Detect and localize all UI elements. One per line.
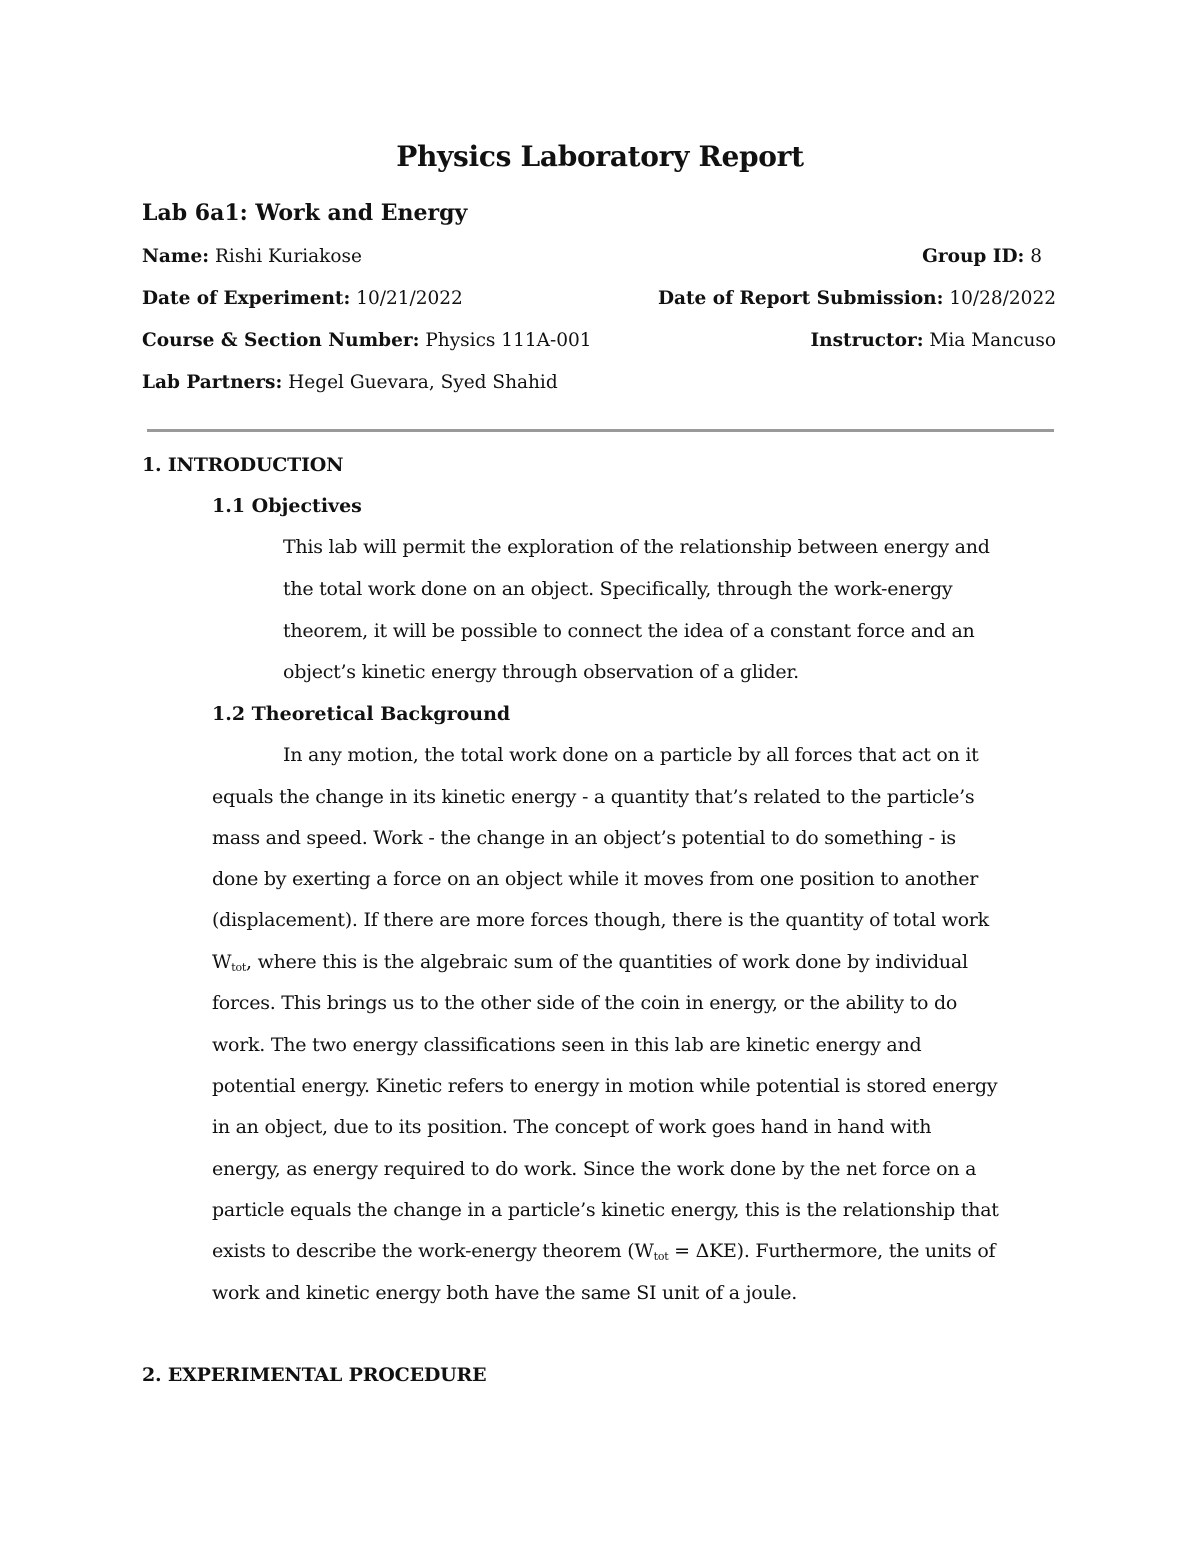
partners-field — [142, 372, 558, 393]
partners-row — [142, 372, 1056, 393]
name-value: Rishi Kuriakose — [214, 246, 362, 267]
course-instructor-row — [142, 330, 1056, 351]
date-submission-label: Date of Report Submission: — [657, 288, 944, 309]
background-line: (displacement). If there are more forces though, there is the quantity of total work — [212, 909, 989, 931]
group-value: 8 — [1030, 246, 1042, 267]
instructor-label: Instructor: — [810, 330, 924, 351]
course-label: Course & Section Number: — [142, 330, 420, 351]
background-line: done by exerting a force on an object while it moves from one position to another — [212, 868, 979, 890]
course-value: Physics 111A-001 — [425, 330, 592, 351]
name-label: Name: — [142, 246, 210, 267]
instructor-value: Mia Mancuso — [929, 330, 1056, 351]
section-procedure-heading: 2. EXPERIMENTAL PROCEDURE — [142, 1364, 487, 1386]
name-field — [142, 246, 362, 267]
report-title: Physics Laboratory Report — [396, 140, 804, 173]
group-field — [922, 246, 1042, 267]
background-line-wtot — [212, 951, 968, 974]
theorem-text-post: = ΔKE). Furthermore, the units of — [668, 1240, 996, 1262]
dates-row — [142, 288, 1056, 309]
date-experiment-value: 10/21/2022 — [356, 288, 463, 309]
background-line: work and kinetic energy both have the same SI unit of a joule. — [212, 1282, 798, 1304]
instructor-field — [811, 330, 1056, 351]
background-line: In any motion, the total work done on a particle by all forces that act on it — [283, 744, 979, 766]
background-line: potential energy. Kinetic refers to energy in motion while potential is stored energy — [212, 1075, 998, 1097]
date-submission-field — [658, 288, 1056, 309]
wtot-symbol: W — [212, 951, 232, 973]
lab-title: Lab 6a1: Work and Energy — [142, 200, 468, 226]
background-line: work. The two energy classifications seen in this lab are kinetic energy and — [212, 1034, 922, 1056]
background-heading: 1.2 Theoretical Background — [212, 703, 511, 725]
section-introduction-heading: 1. INTRODUCTION — [142, 454, 344, 476]
name-group-row — [142, 246, 1056, 267]
background-line: mass and speed. Work - the change in an object’s potential to do something - is — [212, 827, 956, 849]
date-experiment-field — [142, 288, 463, 309]
objectives-line: theorem, it will be possible to connect the idea of a constant force and an — [283, 620, 975, 642]
objectives-line: object’s kinetic energy through observation of a glider. — [283, 661, 799, 683]
objectives-heading: 1.1 Objectives — [212, 495, 362, 517]
background-line: in an object, due to its position. The concept of work goes hand in hand with — [212, 1116, 932, 1138]
background-line: energy, as energy required to do work. Since the work done by the net force on a — [212, 1158, 977, 1180]
objectives-line: This lab will permit the exploration of the relationship between energy and — [283, 536, 990, 558]
wtot-text: , where this is the algebraic sum of the quantities of work done by individual — [246, 951, 968, 973]
partners-value: Hegel Guevara, Syed Shahid — [288, 372, 558, 393]
background-line: particle equals the change in a particle’s kinetic energy, this is the relationship that — [212, 1199, 999, 1221]
course-field — [142, 330, 592, 351]
background-line: forces. This brings us to the other side of the coin in energy, or the ability to do — [212, 992, 958, 1014]
date-experiment-label: Date of Experiment: — [142, 288, 351, 309]
theorem-subscript: tot — [653, 1250, 669, 1263]
theorem-text-pre: exists to describe the work-energy theorem (W — [212, 1240, 654, 1262]
wtot-subscript: tot — [231, 961, 246, 974]
objectives-line: the total work done on an object. Specifically, through the work-energy — [283, 578, 953, 600]
background-line-theorem — [212, 1240, 995, 1263]
header-divider — [147, 429, 1054, 432]
group-label: Group ID: — [922, 246, 1025, 267]
date-submission-value: 10/28/2022 — [949, 288, 1056, 309]
partners-label: Lab Partners: — [142, 372, 283, 393]
background-line: equals the change in its kinetic energy - a quantity that’s related to the particle’s — [212, 786, 975, 808]
